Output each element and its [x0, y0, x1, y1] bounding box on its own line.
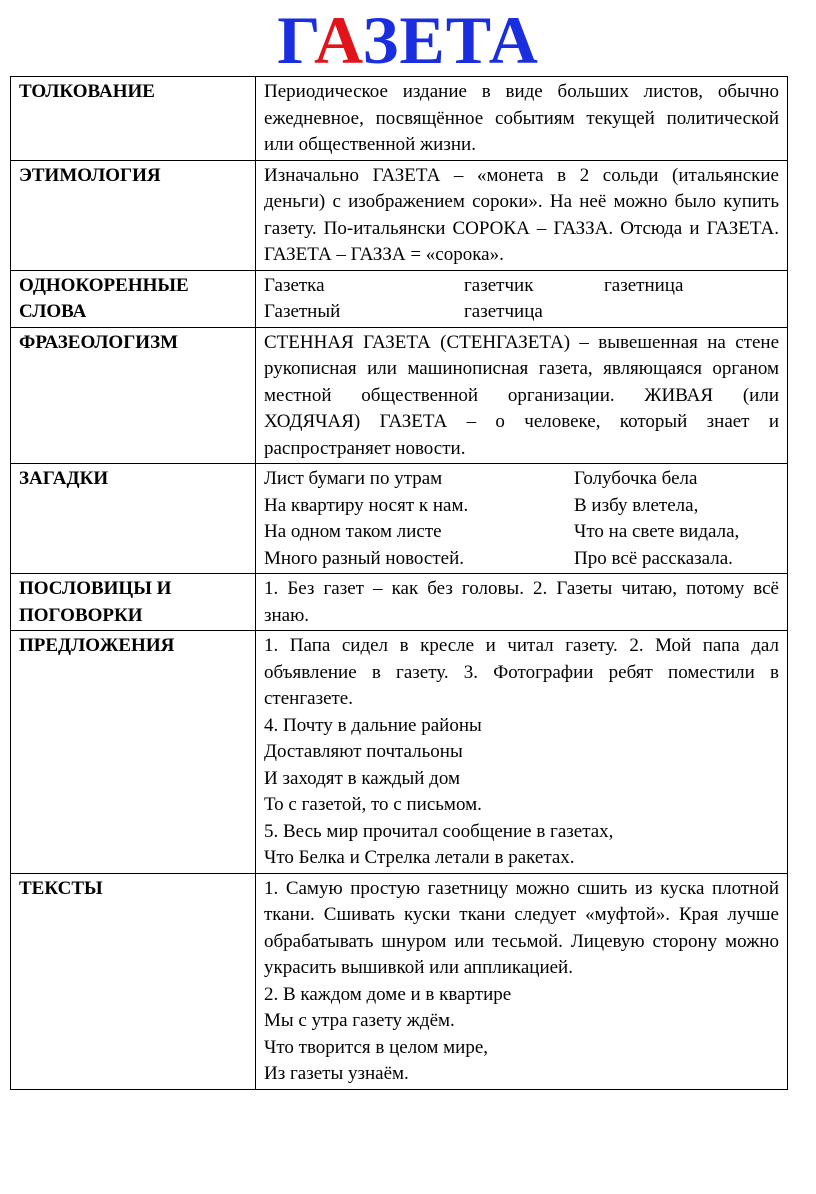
row-value — [256, 464, 788, 574]
riddle-right: В избу влетела, — [574, 494, 699, 516]
riddle-right: Что на свете видала, — [574, 521, 740, 542]
riddle-left: Лист бумаги по утрам — [264, 468, 443, 489]
row-value — [256, 873, 788, 1089]
riddle-line — [264, 546, 779, 573]
row-predlozheniya — [11, 631, 788, 874]
row-tolkovanie — [11, 77, 788, 161]
row-frazeologizm — [11, 327, 788, 464]
row-poslovitsy — [11, 574, 788, 631]
verse-line: 4. Почту в дальние районы — [264, 714, 482, 736]
verse-line: Что творится в целом мире, — [264, 1036, 489, 1058]
related-word: Газетка — [264, 274, 325, 296]
verse-line: То с газетой, то с письмом. — [264, 794, 482, 815]
verse-line: 2. В каждом доме и в квартире — [264, 983, 512, 1005]
related-words-line — [264, 273, 779, 300]
related-word: газетчица — [464, 301, 543, 322]
verse-line: Что Белка и Стрелка летали в ракетах. — [264, 847, 575, 868]
row-teksty — [11, 873, 788, 1089]
riddle-right: Про всё рассказала. — [574, 547, 733, 569]
sentence-paragraph: 1. Папа сидел в кресле и читал газету. 2. Мой папа дал объявление в газету. 3. Фотографии ребят поместили в стенгазете. — [264, 635, 779, 709]
riddle-left: На квартиру носят к нам. — [264, 494, 469, 516]
verse-line: Из газеты узнаём. — [264, 1063, 409, 1084]
row-value: 1. Без газет – как без головы. 2. Газеты читаю, потому всё знаю. — [256, 574, 788, 631]
title-letter: А — [488, 2, 539, 78]
riddle-line — [264, 519, 779, 546]
verse-line: Мы с утра газету ждём. — [264, 1010, 455, 1031]
verse-line: Доставляют почтальоны — [264, 741, 463, 762]
related-word: Газетный — [264, 301, 341, 322]
row-value — [256, 631, 788, 874]
riddle-left: Много разный новостей. — [264, 547, 464, 569]
row-label: ЗАГАДКИ — [11, 464, 256, 574]
row-value: Периодическое издание в виде больших листов, обычно ежедневное, посвящённое событиям текущей политической или общественной жизни. — [256, 77, 788, 161]
related-word: газетница — [604, 274, 684, 296]
row-value: СТЕННАЯ ГАЗЕТА (СТЕНГАЗЕТА) – вывешенная на стене рукописная или машинописная газета, являющаяся органом местной общественной организации. ЖИВАЯ (или ХОДЯЧАЯ) ГАЗЕТА – о человеке, который знает и распространяет новости. — [256, 327, 788, 464]
row-label: ПРЕДЛОЖЕНИЯ — [11, 631, 256, 874]
page-title — [0, 2, 816, 78]
row-value: Изначально ГАЗЕТА – «монета в 2 сольди (итальянские деньги) с изображением сороки». На неё можно было купить газету. По-итальянски СОРОКА – ГАЗЗА. Отсюда и ГАЗЕТА. ГАЗЕТА – ГАЗЗА = «сорока». — [256, 160, 788, 270]
title-letter: Т — [445, 2, 489, 78]
row-label: ТОЛКОВАНИЕ — [11, 77, 256, 161]
row-label: ПОСЛОВИЦЫ И ПОГОВОРКИ — [11, 574, 256, 631]
title-letter: З — [362, 2, 400, 78]
row-value — [256, 270, 788, 327]
title-letter: Г — [277, 2, 315, 78]
row-zagadki — [11, 464, 788, 574]
row-label: ТЕКСТЫ — [11, 873, 256, 1089]
row-etimologiya — [11, 160, 788, 270]
related-words-line — [264, 299, 779, 326]
riddle-right: Голубочка бела — [574, 468, 698, 489]
row-odnokorennye — [11, 270, 788, 327]
word-card-table — [10, 76, 788, 1090]
row-label: ФРАЗЕОЛОГИЗМ — [11, 327, 256, 464]
title-letter: А — [314, 2, 363, 78]
row-label: ЭТИМОЛОГИЯ — [11, 160, 256, 270]
related-word: газетчик — [464, 274, 534, 296]
riddle-line — [264, 493, 779, 520]
verse-line: И заходят в каждый дом — [264, 767, 461, 789]
verse-line: 5. Весь мир прочитал сообщение в газетах, — [264, 820, 614, 842]
riddle-left: На одном таком листе — [264, 521, 442, 542]
text-paragraph: 1. Самую простую газетницу можно сшить из куска плотной ткани. Сшивать куски ткани следует «муфтой». Края лучше обрабатывать шнуром или тесьмой. Лицевую сторону можно украсить вышивкой или аппликацией. — [264, 877, 779, 978]
row-label: ОДНОКОРЕННЫЕ СЛОВА — [11, 270, 256, 327]
riddle-line — [264, 466, 779, 493]
title-letter: Е — [399, 2, 446, 78]
